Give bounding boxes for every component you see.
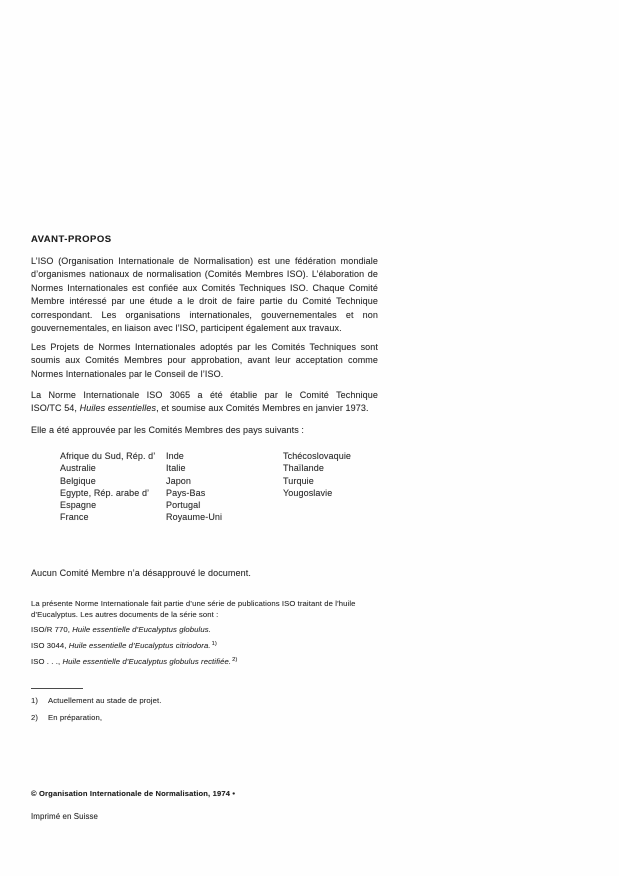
country-name: Australie	[60, 463, 96, 474]
printed-in-line: Imprimé en Suisse	[31, 812, 99, 821]
footnote-number: 1)	[31, 696, 39, 705]
country-list-column-1	[60, 450, 155, 524]
italic-title-segment: Huiles essentielles	[79, 403, 157, 414]
footnote-text: Actuellement au stade de projet.	[48, 696, 162, 705]
country-name: Afrique du Sud, Rép. d’	[60, 451, 156, 461]
country-name: France	[60, 512, 89, 523]
paragraph-line: correspondant. Les organisations internationales, gouvernementales et non	[31, 309, 378, 320]
country-name: Inde	[166, 451, 184, 461]
paragraph-line: Les Projets de Normes Internationales adoptés par les Comités Techniques sont	[31, 342, 378, 352]
country-name: Portugal	[166, 500, 201, 511]
publication-ref: ISO/R 770,	[31, 625, 73, 634]
publication-iso-3044	[31, 641, 217, 650]
text-segment: ISO/TC 54,	[31, 403, 80, 414]
country-name: Thaïlande	[283, 463, 324, 474]
footnote-separator-rule	[31, 688, 83, 689]
country-name: Egypte, Rép. arabe d’	[60, 487, 150, 498]
footnote-1	[31, 696, 161, 705]
publication-ref: ISO 3044,	[31, 641, 69, 650]
footnote-reference: 2)	[232, 657, 238, 663]
country-name: Espagne	[60, 500, 97, 511]
text-segment: , et soumise aux Comités Membres en janvier 1973.	[156, 403, 369, 414]
publication-title: Huile essentielle d’Eucalyptus globulus rectifiée.	[62, 657, 232, 666]
country-list-column-3	[283, 450, 351, 499]
no-disapproval-line: Aucun Comité Membre n’a désapprouvé le document.	[31, 568, 251, 578]
country-name: Belgique	[60, 475, 96, 486]
footnote-2	[31, 713, 102, 722]
paragraph-line: La Norme Internationale ISO 3065 a été établie par le Comité Technique	[31, 390, 378, 400]
series-note-line: d’Eucalyptus. Les autres documents de la série sont :	[31, 610, 219, 619]
paragraph-line: soumis aux Comités Membres pour approbation, avant leur acceptation comme	[31, 355, 378, 366]
copyright-line: © Organisation Internationale de Normalisation, 1974 •	[31, 789, 236, 798]
paragraph-line	[31, 402, 378, 415]
approval-intro-line: Elle a été approuvée par les Comités Membres des pays suivants :	[31, 425, 305, 435]
publication-iso-unnumbered	[31, 657, 237, 666]
country-name: Turquie	[283, 475, 314, 486]
footnote-reference: 1)	[211, 641, 217, 647]
footnote-text: En préparation,	[48, 713, 103, 722]
country-name: Japon	[166, 475, 192, 486]
paragraph-line: d’organismes nationaux de normalisation (Comités Membres ISO). L’élaboration de	[31, 269, 378, 280]
paragraph-line: Membre intéressé par une étude a le droit de faire partie du Comité Technique	[31, 296, 378, 307]
series-note-line: La présente Norme Internationale fait partie d’une série de publications ISO traitant de l’huile	[31, 599, 356, 608]
paragraph-line: Normes Internationales est confiée aux Comités Techniques ISO. Chaque Comité	[31, 282, 378, 293]
paragraph-iso3065	[31, 389, 378, 416]
country-name: Yougoslavie	[283, 487, 333, 498]
paragraph-iso-intro	[31, 255, 378, 335]
country-name: Italie	[166, 463, 186, 474]
paragraph-line: Normes Internationales par le Conseil de l’ISO.	[31, 368, 224, 379]
publication-ref: ISO . . .,	[31, 657, 63, 666]
country-name: Royaume-Uni	[166, 512, 223, 523]
country-name: Tchécoslovaquie	[283, 451, 352, 461]
country-name: Pays-Bas	[166, 487, 206, 498]
paragraph-line: L’ISO (Organisation Internationale de Normalisation) est une fédération mondiale	[31, 256, 378, 266]
series-note	[31, 598, 387, 620]
publication-title: Huile essentielle d’Eucalyptus citriodora.	[68, 641, 211, 650]
publication-title: Huile essentielle d’Eucalyptus globulus.	[72, 625, 211, 634]
country-list-column-2	[166, 450, 222, 524]
paragraph-draft-process	[31, 341, 378, 381]
publication-iso-r-770	[31, 625, 211, 634]
page-title: AVANT-PROPOS	[31, 234, 112, 245]
paragraph-line: gouvernementales, en liaison avec l’ISO, participent également aux travaux.	[31, 323, 342, 334]
footnote-number: 2)	[31, 713, 39, 722]
